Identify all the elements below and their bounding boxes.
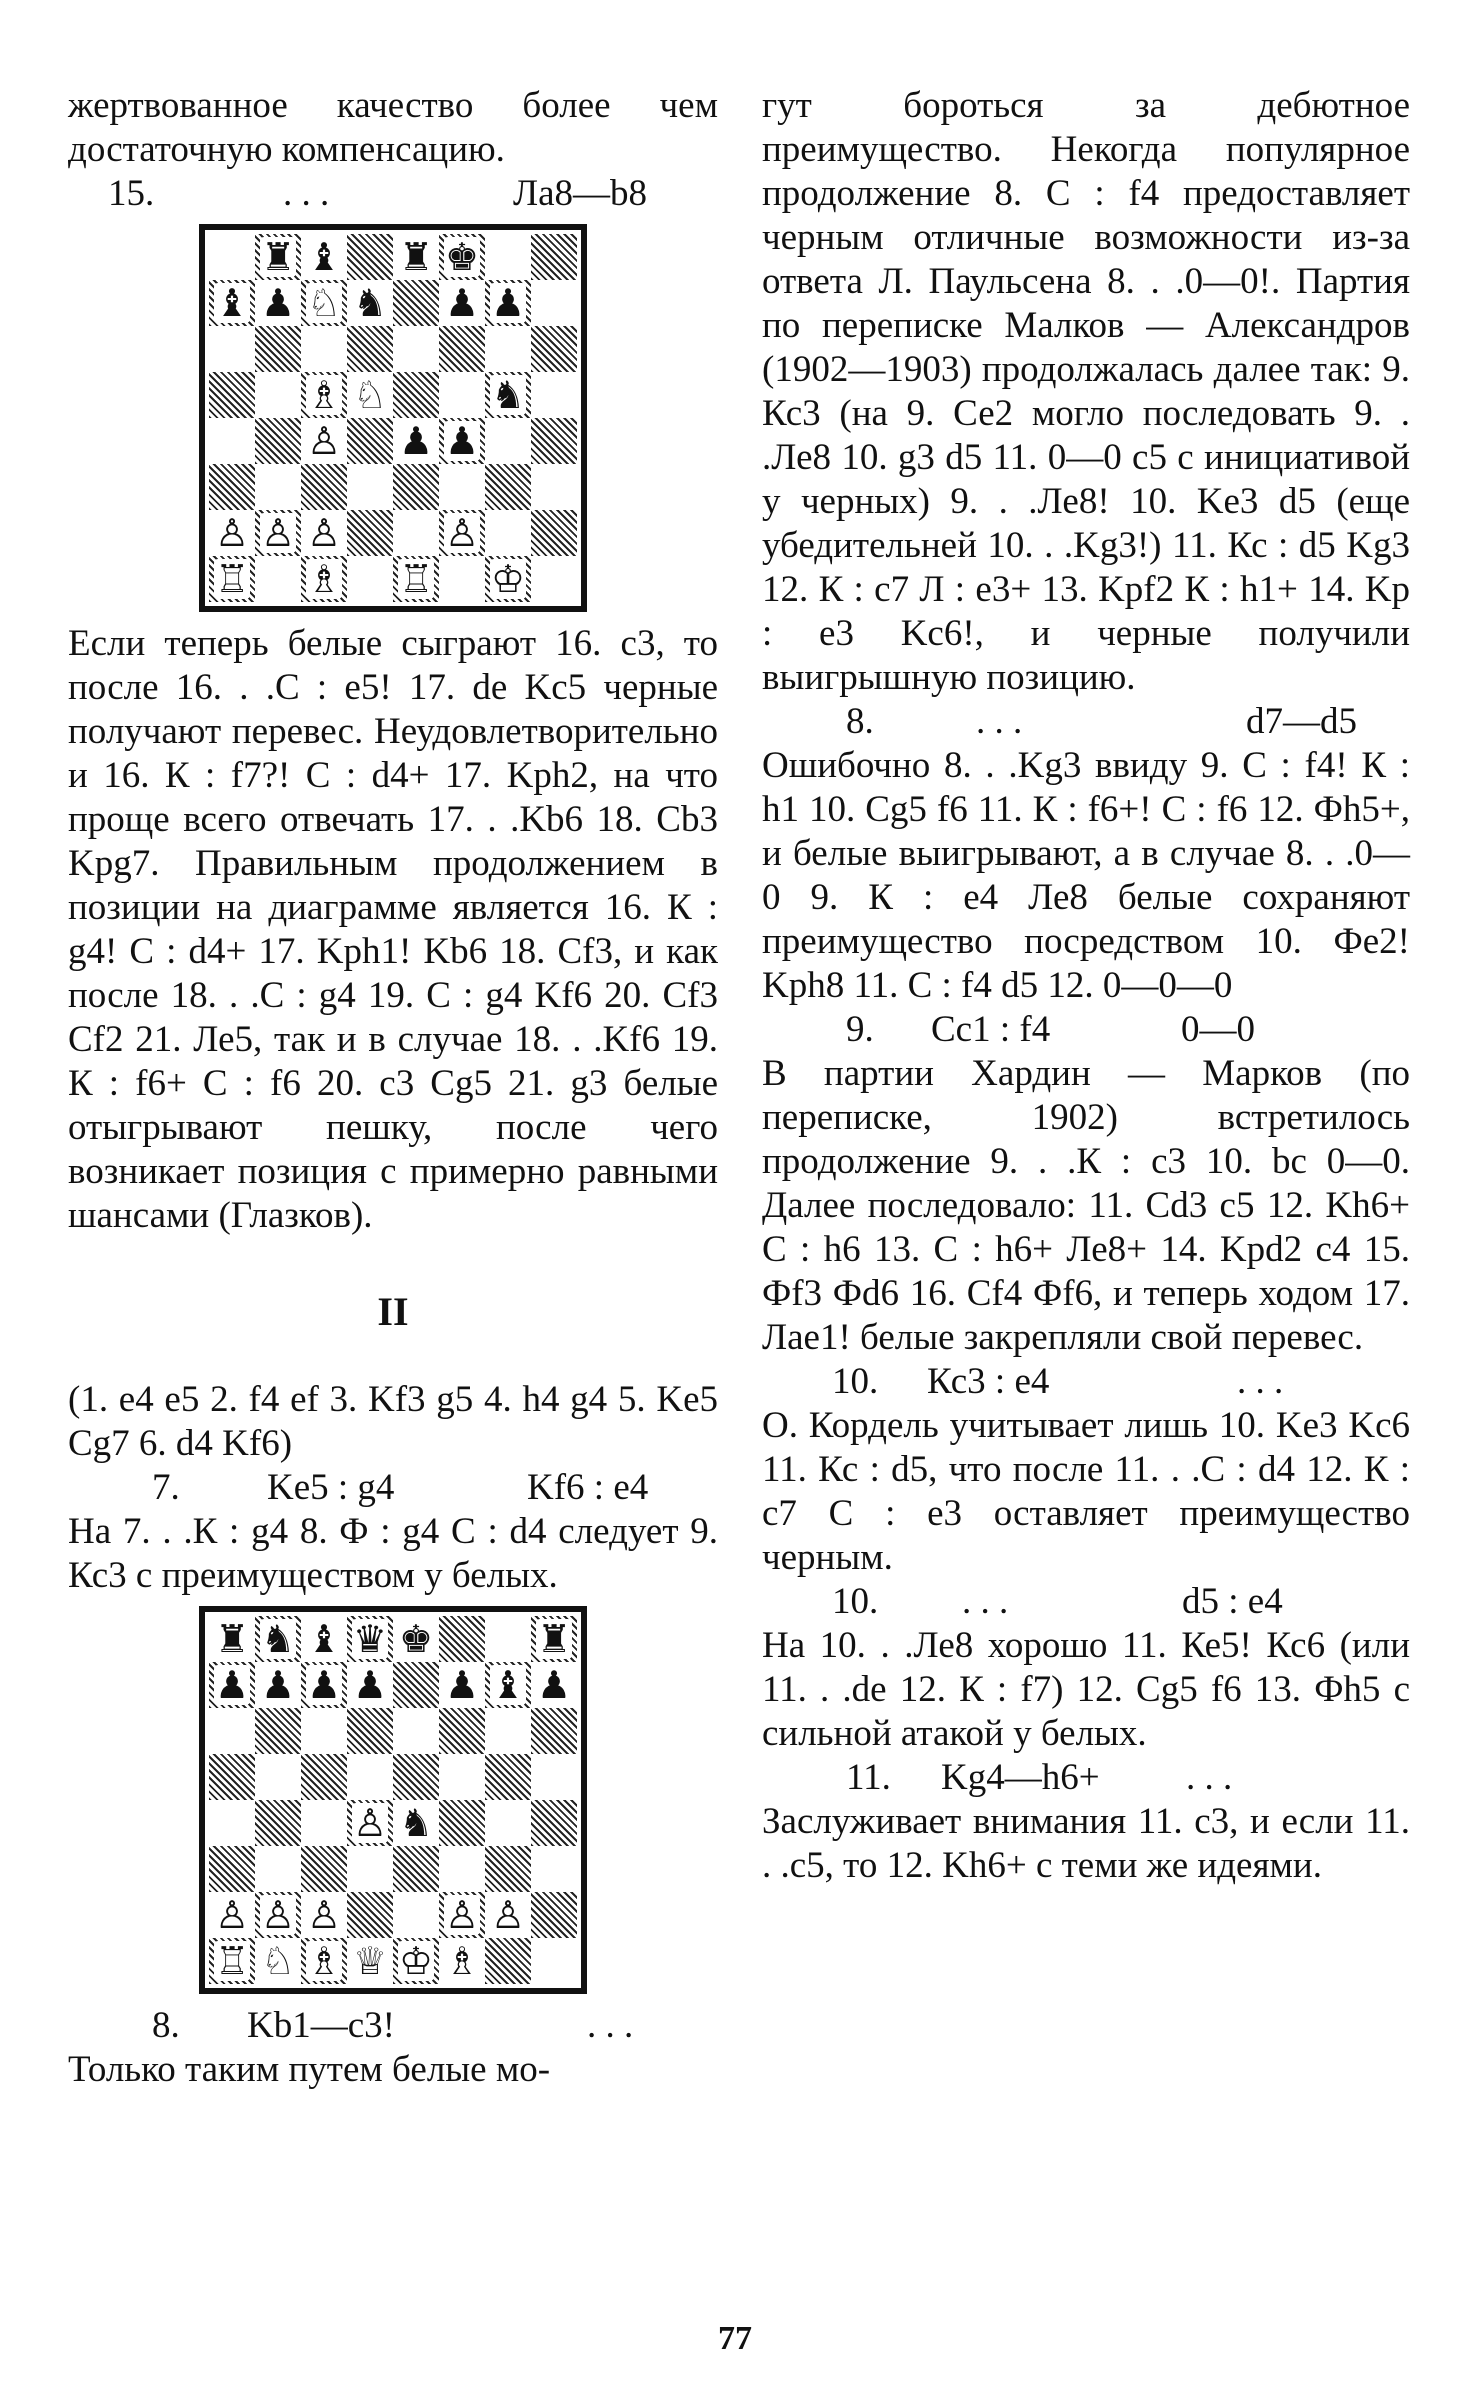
- chess-piece: ♗: [306, 1939, 342, 1983]
- board-square: [255, 234, 301, 280]
- chess-piece: ♟: [444, 419, 480, 463]
- board-square: [485, 1938, 531, 1984]
- chess-piece: ♟: [214, 1663, 250, 1707]
- black-move: . . .: [587, 2005, 634, 2046]
- chess-piece: ♙: [260, 511, 296, 555]
- white-move: . . .: [283, 173, 330, 214]
- white-move: Ke5 : g4: [267, 1467, 395, 1508]
- board-square: [531, 1708, 577, 1754]
- board-square: [301, 1846, 347, 1892]
- board-square: [439, 418, 485, 464]
- board-square: [393, 418, 439, 464]
- chess-piece: ♚: [444, 235, 480, 279]
- board-square: [393, 1938, 439, 1984]
- board-square: [531, 326, 577, 372]
- board-square: [393, 1708, 439, 1754]
- board-square: [531, 510, 577, 556]
- chess-piece: ♚: [398, 1617, 434, 1661]
- board-square: [301, 234, 347, 280]
- chess-piece: ♜: [536, 1617, 572, 1661]
- board-square: [347, 510, 393, 556]
- board-square: [531, 1938, 577, 1984]
- board-square: [255, 1846, 301, 1892]
- board-square: [439, 280, 485, 326]
- board-square: [439, 1938, 485, 1984]
- chess-piece: ♞: [260, 1617, 296, 1661]
- board-square: [347, 1708, 393, 1754]
- white-move: . . .: [962, 1581, 1009, 1622]
- board-square: [531, 1800, 577, 1846]
- board-square: [439, 1708, 485, 1754]
- chess-piece: ♗: [444, 1939, 480, 1983]
- white-move: . . .: [976, 701, 1023, 742]
- chess-piece: ♖: [398, 557, 434, 601]
- chess-piece: ♕: [352, 1939, 388, 1983]
- board-square: [347, 556, 393, 602]
- board-square: [301, 280, 347, 326]
- board-square: [531, 1892, 577, 1938]
- white-move: Kg4—h6+: [941, 1757, 1100, 1798]
- move-number: 9.: [846, 1009, 874, 1050]
- move-number: 11.: [846, 1757, 891, 1798]
- board-square: [255, 1754, 301, 1800]
- move-line: [762, 1756, 1410, 1800]
- board-square: [301, 1754, 347, 1800]
- paragraph: О. Кордель учитывает лишь 10. Ke3 Kc6 11. Кс : d5, что после 11. . .C : d4 12. К : c7 C : e3 оставляет преимущество черным.: [762, 1405, 1410, 1578]
- board-square: [485, 326, 531, 372]
- board-square: [393, 372, 439, 418]
- chess-piece: ♞: [352, 281, 388, 325]
- board-square: [531, 234, 577, 280]
- board-square: [485, 280, 531, 326]
- board-square: [301, 1708, 347, 1754]
- board-square: [347, 1662, 393, 1708]
- chess-piece: ♟: [352, 1663, 388, 1707]
- board-square: [439, 326, 485, 372]
- board-square: [531, 556, 577, 602]
- board-square: [347, 418, 393, 464]
- board-square: [209, 1846, 255, 1892]
- chess-piece: ♙: [306, 1893, 342, 1937]
- board-square: [485, 1800, 531, 1846]
- move-number: 8.: [152, 2005, 180, 2046]
- board-square: [255, 556, 301, 602]
- board-square: [439, 1892, 485, 1938]
- chess-piece: ♗: [306, 557, 342, 601]
- board-square: [439, 234, 485, 280]
- board-square: [209, 1708, 255, 1754]
- board-square: [439, 510, 485, 556]
- board-square: [439, 464, 485, 510]
- board-square: [347, 372, 393, 418]
- board-square: [393, 280, 439, 326]
- chess-piece: ♙: [352, 1801, 388, 1845]
- board-square: [255, 1800, 301, 1846]
- chess-piece: ♔: [490, 557, 526, 601]
- move-number: 10.: [832, 1361, 879, 1402]
- left-column: [68, 84, 718, 2092]
- board-square: [255, 1708, 301, 1754]
- chess-piece: ♟: [444, 1663, 480, 1707]
- board-square: [393, 1754, 439, 1800]
- move-number: 7.: [152, 1467, 180, 1508]
- board-square: [301, 556, 347, 602]
- board-square: [393, 326, 439, 372]
- move-line: [68, 172, 718, 216]
- chess-piece: ♜: [214, 1617, 250, 1661]
- chess-piece: ♙: [444, 511, 480, 555]
- chess-piece: ♙: [490, 1893, 526, 1937]
- move-line: [762, 1580, 1410, 1624]
- chess-piece: ♝: [306, 1617, 342, 1661]
- board-square: [439, 1754, 485, 1800]
- white-move: Кс3 : e4: [927, 1361, 1050, 1402]
- board-square: [439, 372, 485, 418]
- board-square: [255, 510, 301, 556]
- chess-piece: ♖: [214, 1939, 250, 1983]
- chess-piece: ♟: [260, 281, 296, 325]
- board-square: [209, 1616, 255, 1662]
- board-square: [209, 1938, 255, 1984]
- board-square: [439, 1662, 485, 1708]
- board-square: [393, 1662, 439, 1708]
- board-square: [393, 1800, 439, 1846]
- board-square: [347, 464, 393, 510]
- paragraph: Только таким путем белые мо-: [68, 2049, 551, 2090]
- chess-piece: ♟: [306, 1663, 342, 1707]
- chess-piece: ♜: [260, 235, 296, 279]
- board-square: [393, 234, 439, 280]
- board-square: [531, 1662, 577, 1708]
- paragraph: На 10. . .Ле8 хорошо 11. Ке5! Кс6 (или 11. . .de 12. К : f7) 12. Cg5 f6 13. Фh5 с сильной атакой у белых.: [762, 1625, 1410, 1754]
- move-number: 8.: [846, 701, 874, 742]
- board-square: [439, 1616, 485, 1662]
- diagram-1: [68, 224, 718, 612]
- paragraph: Если теперь белые сыграют 16. c3, то после 16. . .C : e5! 17. de Kc5 черные получают перевес. Неудовлетворительно и 16. К : f7?! C : d4+ 17. Kph2, на что проще всего отвечать 17. . .Kb6 18. Cb3 Kpg7. Правильным продолжением в позиции на диаграмме является 16. К : g4! C : d4+ 17. Kph1! Kb6 18. Cf3, и как после 18. . .C : g4 19. C : g4 Kf6 20. Cf3 Cf2 21. Ле5, так и в случае 18. . .Kf6 19. К : f6+ C : f6 20. c3 Cg5 21. g3 белые отыгрывают пешку, после чего возникает позиция с примерно равными шансами (Глазков).: [68, 623, 718, 1236]
- board-square: [301, 1616, 347, 1662]
- chess-piece: ♙: [214, 511, 250, 555]
- board-square: [393, 1846, 439, 1892]
- move-line: [762, 1360, 1410, 1404]
- board-square: [301, 372, 347, 418]
- board-square: [255, 418, 301, 464]
- board-square: [531, 1846, 577, 1892]
- board-square: [485, 234, 531, 280]
- board-square: [347, 326, 393, 372]
- chess-board: [199, 1606, 587, 1994]
- board-square: [439, 1800, 485, 1846]
- board-square: [255, 326, 301, 372]
- board-square: [531, 280, 577, 326]
- board-square: [347, 1800, 393, 1846]
- board-square: [209, 1754, 255, 1800]
- board-square: [393, 1892, 439, 1938]
- board-square: [393, 464, 439, 510]
- board-square: [347, 234, 393, 280]
- board-square: [301, 1892, 347, 1938]
- chess-piece: ♟: [490, 281, 526, 325]
- page-number: 77: [718, 2320, 752, 2357]
- board-square: [209, 464, 255, 510]
- board-square: [255, 372, 301, 418]
- board-square: [485, 1708, 531, 1754]
- board-square: [531, 464, 577, 510]
- board-square: [347, 1616, 393, 1662]
- board-square: [485, 1892, 531, 1938]
- move-number: 15.: [108, 173, 155, 214]
- chess-piece: ♘: [352, 373, 388, 417]
- board-square: [347, 1754, 393, 1800]
- board-square: [209, 326, 255, 372]
- chess-piece: ♟: [398, 419, 434, 463]
- board-square: [393, 1616, 439, 1662]
- board-square: [301, 1662, 347, 1708]
- move-line: [762, 700, 1410, 744]
- chess-piece: ♔: [398, 1939, 434, 1983]
- board-square: [485, 510, 531, 556]
- board-square: [485, 372, 531, 418]
- chess-piece: ♗: [306, 373, 342, 417]
- board-square: [485, 1662, 531, 1708]
- board-square: [485, 1616, 531, 1662]
- move-line: [68, 2004, 718, 2048]
- board-square: [209, 418, 255, 464]
- chess-piece: ♘: [306, 281, 342, 325]
- move-number: 10.: [832, 1581, 879, 1622]
- paragraph: жертвованное качество более чем достаточную компенсацию.: [68, 85, 718, 170]
- chess-piece: ♛: [352, 1617, 388, 1661]
- board-square: [531, 372, 577, 418]
- chess-piece: ♟: [536, 1663, 572, 1707]
- board-square: [531, 1616, 577, 1662]
- board-square: [485, 556, 531, 602]
- board-square: [439, 556, 485, 602]
- paragraph: Заслуживает внимания 11. c3, и если 11. . .c5, то 12. Kh6+ с теми же идеями.: [762, 1801, 1410, 1886]
- diagram-2: [68, 1606, 718, 1994]
- board-square: [209, 510, 255, 556]
- board-square: [209, 372, 255, 418]
- chess-piece: ♝: [490, 1663, 526, 1707]
- board-square: [209, 556, 255, 602]
- paragraph: На 7. . .К : g4 8. Ф : g4 C : d4 следует 9. Кс3 с преимуществом у белых.: [68, 1511, 718, 1596]
- board-square: [485, 464, 531, 510]
- chess-piece: ♟: [260, 1663, 296, 1707]
- chess-piece: ♖: [214, 557, 250, 601]
- chess-piece: ♙: [306, 511, 342, 555]
- board-square: [301, 1800, 347, 1846]
- board-square: [347, 280, 393, 326]
- board-square: [485, 1754, 531, 1800]
- white-move: Kb1—c3!: [247, 2005, 395, 2046]
- board-square: [393, 510, 439, 556]
- board-square: [255, 464, 301, 510]
- chess-piece: ♞: [398, 1801, 434, 1845]
- board-square: [531, 418, 577, 464]
- chess-piece: ♘: [260, 1939, 296, 1983]
- board-square: [209, 280, 255, 326]
- board-square: [301, 326, 347, 372]
- right-column: [762, 84, 1410, 1888]
- board-square: [255, 1892, 301, 1938]
- chess-piece: ♙: [260, 1893, 296, 1937]
- board-square: [301, 1938, 347, 1984]
- board-square: [531, 1754, 577, 1800]
- move-line: [762, 1008, 1410, 1052]
- black-move: 0—0: [1181, 1009, 1255, 1050]
- board-square: [255, 1938, 301, 1984]
- chess-piece: ♝: [306, 235, 342, 279]
- white-move: Cc1 : f4: [931, 1009, 1051, 1050]
- chess-piece: ♙: [214, 1893, 250, 1937]
- black-move: d7—d5: [1246, 701, 1357, 742]
- board-square: [347, 1846, 393, 1892]
- black-move: . . .: [1186, 1757, 1233, 1798]
- board-square: [255, 1616, 301, 1662]
- board-square: [209, 234, 255, 280]
- black-move: . . .: [1237, 1361, 1284, 1402]
- chess-piece: ♙: [306, 419, 342, 463]
- board-square: [393, 556, 439, 602]
- paragraph: гут бороться за дебютное преимущество. Некогда популярное продолжение 8. C : f4 предоставляет черным отличные возможности из-за ответа Л. Паульсена 8. . .0—0!. Партия по переписке Малков — Александров (1902—1903) продолжалась далее так: 9. Кс3 (на 9. Се2 могло последовать 9. . .Ле8 10. g3 d5 11. 0—0 c5 с инициативой у черных) 9. . .Ле8! 10. Ke3 d5 (еще убедительней 10. . .Kg3!) 11. Кс : d5 Kg3 12. К : c7 Л : e3+ 13. Kpf2 К : h1+ 14. Kp : e3 Kc6!, и черные получили выигрышную позицию.: [762, 85, 1410, 698]
- board-square: [439, 1846, 485, 1892]
- board-square: [301, 418, 347, 464]
- board-square: [209, 1662, 255, 1708]
- board-square: [209, 1892, 255, 1938]
- black-move: Ла8—b8: [513, 173, 648, 214]
- black-move: Kf6 : e4: [527, 1467, 649, 1508]
- chess-piece: ♝: [214, 281, 250, 325]
- chess-piece: ♙: [444, 1893, 480, 1937]
- board-square: [347, 1892, 393, 1938]
- black-move: d5 : e4: [1182, 1581, 1283, 1622]
- paragraph: Ошибочно 8. . .Kg3 ввиду 9. C : f4! К : h1 10. Cg5 f6 11. К : f6+! C : f6 12. Фh5+, и белые выигрывают, а в случае 8. . .0—0 9. К : e4 Ле8 белые сохраняют преимущество посредством 10. Фе2! Kph8 11. C : f4 d5 12. 0—0—0: [762, 745, 1410, 1006]
- paragraph: В партии Хардин — Марков (по переписке, 1902) встретилось продолжение 9. . .К : c3 10. bc 0—0. Далее последовало: 11. Cd3 c5 12. Kh6+ C : h6 13. C : h6+ Ле8+ 14. Kpd2 c4 15. Фf3 Фd6 16. Cf4 Фf6, и теперь ходом 17. Лae1! белые закрепляли свой перевес.: [762, 1053, 1410, 1358]
- board-square: [347, 1938, 393, 1984]
- board-square: [255, 280, 301, 326]
- move-line: [68, 1466, 718, 1510]
- board-square: [485, 1846, 531, 1892]
- section-title: II: [377, 1289, 409, 1334]
- board-square: [301, 510, 347, 556]
- chess-piece: ♟: [444, 281, 480, 325]
- chess-board: [199, 224, 587, 612]
- paragraph: (1. e4 e5 2. f4 ef 3. Kf3 g5 4. h4 g4 5. Ke5 Cg7 6. d4 Kf6): [68, 1379, 718, 1464]
- board-square: [485, 418, 531, 464]
- chess-piece: ♞: [490, 373, 526, 417]
- board-square: [209, 1800, 255, 1846]
- board-square: [255, 1662, 301, 1708]
- board-square: [301, 464, 347, 510]
- chess-piece: ♜: [398, 235, 434, 279]
